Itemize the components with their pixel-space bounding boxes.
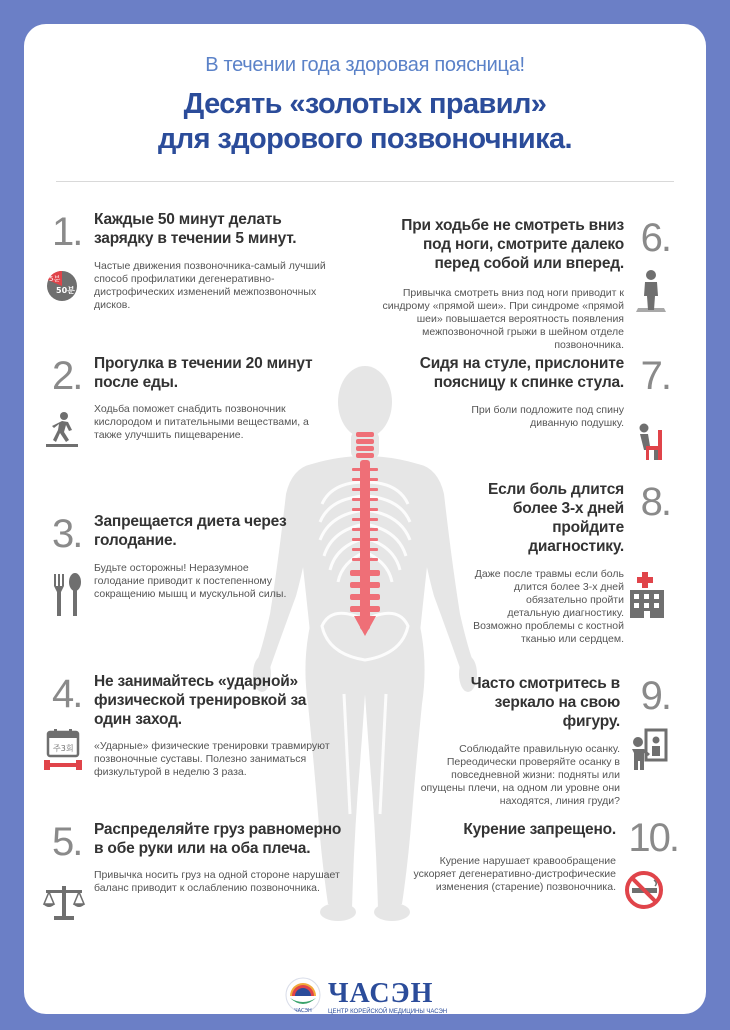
rule-4 [52, 672, 342, 779]
rule-text: Даже после травмы если боль длится более 3-х дней обязательно пройти детальную диагностику. Возможно проблемы с костной тканью или сердцем. [473, 568, 624, 645]
rule-title: Распределяйте груз равномерно в обе руки или на оба плеча. [94, 821, 342, 857]
title-line-2: для здорового позвоночника. [157, 123, 572, 155]
rule-title: Запрещается диета через голодание. [94, 513, 287, 549]
rule-text: Привычка носить груз на одной стороне нарушает баланс приводит к ослаблению позвоночника. [94, 869, 340, 894]
rule-text: При боли подложите под спину диванную подушку. [471, 404, 624, 429]
mirror-person-icon [628, 728, 668, 772]
rule-title: Сидя на стуле, прислоните поясницу к спинке стула. [419, 355, 624, 391]
rule-1 [49, 210, 332, 312]
rule-number: 6. [640, 216, 670, 260]
rule-number: 5. [52, 820, 82, 864]
logo-emblem-icon [284, 976, 322, 1016]
no-smoking-icon [624, 870, 664, 910]
timer-icon [40, 262, 80, 302]
rule-text: Привычка смотреть вниз под ноги приводит к синдрому «прямой шеи». При синдроме «прямой шеи» повышается вероятность появления межпозвоночной грыжи в шейном отделе позвоночника. [382, 287, 624, 351]
rule-title: При ходьбе не смотреть вниз под ноги, смотрите далеко перед собой или вперед. [401, 217, 624, 272]
rule-number: 4. [52, 672, 82, 716]
subtitle: В течении года здоровая поясница! [205, 54, 525, 76]
rule-8 [424, 480, 674, 646]
calendar-dumbbell-icon [42, 728, 84, 772]
walking-person-icon [44, 410, 80, 450]
logo-subtitle: ЦЕНТР КОРЕЙСКОЙ МЕДИЦИНЫ ЧАСЭН [328, 1009, 448, 1015]
infographic-card [24, 24, 706, 1014]
logo-emblem-text: ЧАСЭН [294, 1008, 312, 1014]
rule-text: Ходьба поможет снабдить позвоночник кислородом и питательными веществами, а также улучшить пищеварение. [94, 403, 309, 441]
timer-label-large: 50분 [56, 286, 75, 295]
rule-10 [404, 816, 694, 894]
footer-logo [284, 976, 484, 1016]
header [24, 54, 706, 157]
rule-title: Если боль длится более 3-х дней пройдите диагностику. [487, 481, 624, 555]
rule-number: 10. [628, 816, 678, 860]
rule-title: Каждые 50 минут делать зарядку в течении 5 минут. [94, 211, 297, 247]
rule-title: Часто смотритесь в зеркало на свою фигуру. [470, 675, 620, 730]
rule-title: Прогулка в течении 20 минут после еды. [94, 355, 313, 391]
rule-number: 1. [52, 210, 82, 254]
rule-number: 2. [52, 354, 82, 398]
rule-text: Курение нарушает кравообращение ускоряет дегенеративно-дистрофические изменения (старение) позвоночника. [413, 855, 616, 893]
rule-title: Не занимайтесь «ударной» физической тренировкой за один заход. [94, 673, 307, 728]
rule-text: Соблюдайте правильную осанку. Переодически проверяйте осанку в повседневной жизни: подняты или опущены плечи, на одном ли уровне они находятся, линия груди? [420, 743, 620, 807]
rule-2 [52, 354, 332, 442]
standing-person-icon [634, 268, 668, 314]
rule-7 [374, 354, 674, 430]
rule-title: Курение запрещено. [463, 821, 616, 838]
rule-text: Частые движения позвоночника-самый лучший способ профилатики дегенеративно-дистрофических изменений межпозвоночных дисков. [94, 260, 326, 311]
page-title [24, 87, 706, 157]
fork-spoon-icon [50, 572, 84, 618]
rule-number: 9. [640, 674, 670, 718]
rule-9 [404, 674, 674, 808]
logo-text: ЧАСЭН [328, 978, 434, 1009]
rule-6 [374, 216, 674, 352]
rule-number: 3. [52, 512, 82, 556]
scales-icon [42, 882, 86, 922]
divider [56, 181, 674, 182]
title-line-1: Десять «золотых правил» [183, 88, 547, 120]
rule-text: Будьте осторожны! Неразумное голодание приводит к постепенному сокращению мышц и мускульной силы. [94, 562, 287, 600]
rule-3 [52, 512, 297, 601]
rule-text: «Ударные» физические тренировки травмируют позвоночные суставы. Полезно заниматься физкультурой в неделю 3 раза. [94, 740, 330, 778]
rule-number: 8. [640, 480, 670, 524]
chair-person-icon [632, 422, 666, 462]
rule-5 [52, 820, 342, 895]
hospital-icon [628, 572, 666, 620]
rule-number: 7. [640, 354, 670, 398]
calendar-label: 주3회 [53, 744, 74, 753]
timer-label-small: 5분 [49, 275, 61, 283]
